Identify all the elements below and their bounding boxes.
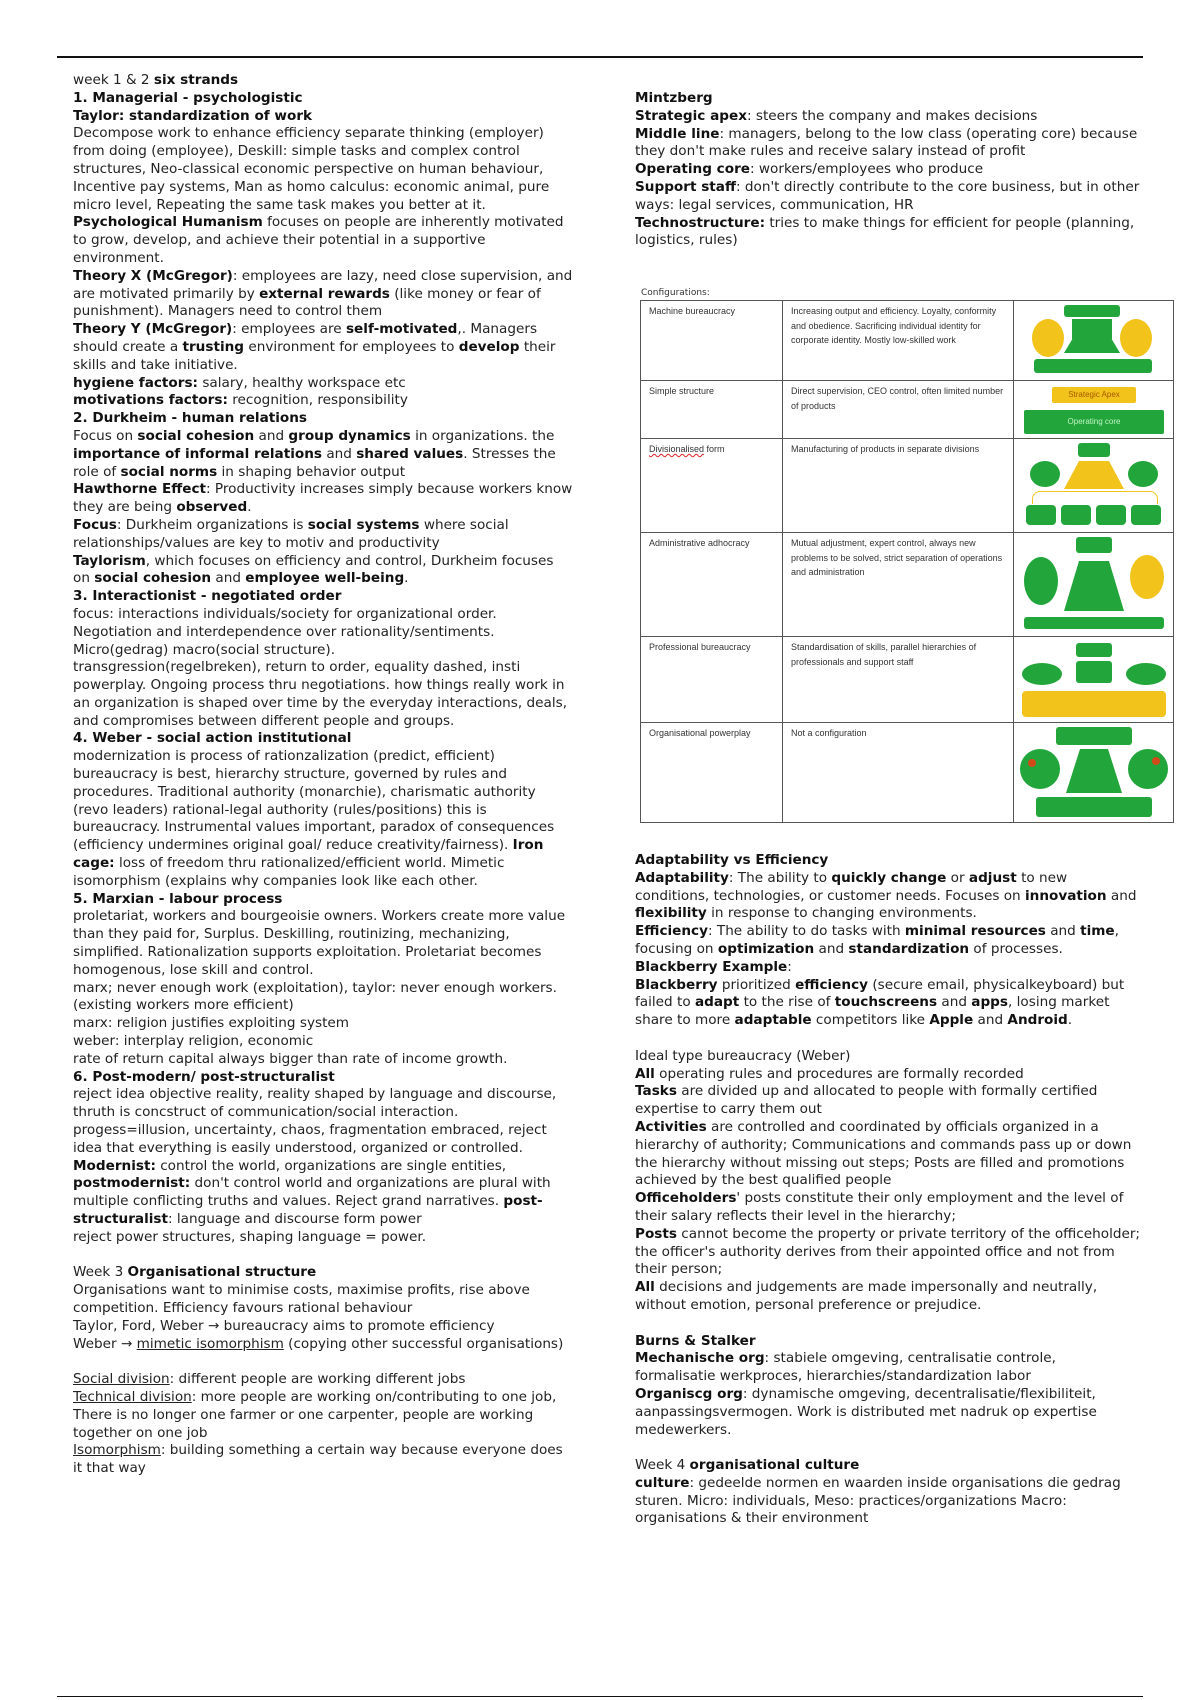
ideal-bureaucracy-2: Tasks are divided up and allocated to people with formally certified expertise to carry them out — [635, 1083, 1098, 1118]
operating-core: Operating core: workers/employees who produce — [635, 161, 984, 178]
marxian-text-5: rate of return capital always bigger than rate of income growth. — [73, 1050, 508, 1067]
right-column-top — [635, 90, 1140, 250]
blackberry-text: Blackberry prioritized efficiency (secure email, physicalkeyboard) but failed to adapt to the rise of touchscreens and apps, losing market share to more adaptable competitors like Apple and Android. — [635, 976, 1125, 1029]
postmodern-text-3: reject power structures, shaping language = power. — [73, 1228, 427, 1245]
week3-text-3: Weber → mimetic isomorphism (copying other successful organisations) — [73, 1335, 564, 1352]
efficiency-text: Efficiency: The ability to do tasks with minimal resources and time, focusing on optimization and standardization of processes. — [635, 923, 1119, 957]
marxian-text-2: marx; never enough work (exploitation), taylor: never enough workers. (existing workers more efficient) — [73, 979, 557, 1014]
adaptability-text: Adaptability: The ability to quickly change or adjust to new conditions, technologies, or customer needs. Focuses on innovation and flexibility in response to changing environments. — [635, 869, 1137, 922]
simple-structure-diagram — [1014, 381, 1174, 439]
table-row — [641, 301, 1174, 381]
professional-bureaucracy-diagram — [1014, 637, 1174, 723]
durkheim-text: Focus on social cohesion and group dynamics in organizations. the importance of informal relations and shared values. Stresses the role of social norms in shaping behavior output — [73, 427, 556, 480]
table-row — [641, 381, 1174, 439]
config-name: Machine bureaucracy — [641, 301, 783, 381]
technical-division: Technical division: more people are working on/contributing to one job, There is no longer one farmer or one carpenter, people are working together on one job — [73, 1388, 557, 1441]
organisational-powerplay-diagram — [1014, 723, 1174, 823]
strand1-heading: 1. Managerial - psychologistic — [73, 89, 303, 106]
config-name: Simple structure — [641, 381, 783, 439]
interactionist-text-2: transgression(regelbreken), return to order, equality dashed, insti powerplay. Ongoing process thru negotiations. how things really work in an organization is shaped over time by the everyday interactions, deals, and compromises between different people and groups. — [73, 659, 568, 729]
configurations-figure — [640, 288, 1173, 823]
durkheim-focus: Focus: Durkheim organizations is social systems where social relationships/values are key to motiv and productivity — [73, 516, 509, 551]
config-name: Professional bureaucracy — [641, 637, 783, 723]
ideal-bureaucracy-3: Activities are controlled and coordinated by officials organized in a hierarchy of authority; Communications and commands pass up or down the hierarchy without missing out steps; Posts are filled and promotions achieved by the best qualified people — [635, 1118, 1132, 1189]
right-column-bottom — [635, 852, 1140, 1528]
machine-bureaucracy-diagram — [1014, 301, 1174, 381]
social-division: Social division: different people are working different jobs — [73, 1371, 466, 1388]
theory-y: Theory Y (McGregor): employees are self-motivated,. Managers should create a trusting environment for employees to develop their skills and take initiative. — [73, 321, 556, 373]
strategic-apex-box: Strategic Apex — [1052, 387, 1136, 403]
strand6-heading: 6. Post-modern/ post-structuralist — [73, 1068, 335, 1085]
mechanische-org: Mechanische org: stabiele omgeving, centralisatie controle, formalisatie werkproces, hierarchies/standardization labor — [635, 1350, 1056, 1385]
culture-text: culture: gedeelde normen en waarden inside organisations die gedrag sturen. Micro: individuals, Meso: practices/organizations Macro: organisations & their environment — [635, 1474, 1121, 1527]
week12-heading: week 1 & 2 six strands — [73, 72, 239, 88]
strand3-heading: 3. Interactionist - negotiated order — [73, 588, 342, 605]
strand5-heading: 5. Marxian - labour process — [73, 890, 283, 907]
ideal-bureaucracy-1: All operating rules and procedures are formally recorded — [635, 1065, 1024, 1082]
psych-humanism: Psychological Humanism focuses on people are inherently motivated to grow, develop, and achieve their potential in a supportive environment. — [73, 214, 564, 266]
isomorphism: Isomorphism: building something a certain way because everyone does it that way — [73, 1442, 563, 1477]
strand2-heading: 2. Durkheim - human relations — [73, 410, 308, 427]
week3-text-1: Organisations want to minimise costs, maximise profits, rise above competition. Efficiency favours rational behaviour — [73, 1282, 530, 1316]
config-desc: Manufacturing of products in separate divisions — [783, 439, 1014, 533]
motivation-factors: motivations factors: recognition, responsibility — [73, 392, 408, 409]
week3-heading: Week 3 Organisational structure — [73, 1264, 317, 1281]
middle-line: Middle line: managers, belong to the low class (operating core) because they don't make rules and receive salary instead of profit — [635, 125, 1138, 160]
week3-text-2: Taylor, Ford, Weber → bureaucracy aims to promote efficiency — [73, 1317, 495, 1334]
technostructure: Technostructure: tries to make things for efficient for people (planning, logistics, rules) — [635, 214, 1135, 249]
config-name: Divisionalised form — [641, 439, 783, 533]
administrative-adhocracy-diagram — [1014, 533, 1174, 637]
mintzberg-heading: Mintzberg — [635, 90, 713, 106]
week4-heading: Week 4 organisational culture — [635, 1457, 860, 1474]
left-column — [73, 72, 573, 1478]
marxian-text-4: weber: interplay religion, economic — [73, 1033, 314, 1050]
hawthorne-effect: Hawthorne Effect: Productivity increases simply because workers know they are being observed. — [73, 481, 573, 516]
top-rule — [57, 56, 1143, 58]
configurations-title: Configurations: — [641, 288, 710, 298]
adaptability-heading: Adaptability vs Efficiency — [635, 852, 829, 868]
ideal-bureaucracy-4: Officeholders' posts constitute their only employment and the level of their salary reflects their level in the hierarchy; — [635, 1190, 1124, 1224]
burns-stalker-heading: Burns & Stalker — [635, 1332, 756, 1349]
operating-core-box: Operating core — [1024, 410, 1164, 434]
theory-x: Theory X (McGregor): employees are lazy, need close supervision, and are motivated primarily by external rewards (like money or fear of punishment). Managers need to control them — [73, 267, 573, 320]
config-name: Organisational powerplay — [641, 723, 783, 823]
organische-org: Organiscg org: dynamische omgeving, decentralisatie/flexibiliteit, aanpassingsvermogen. Work is distributed met nadruk op expertise medewerkers. — [635, 1385, 1097, 1438]
config-desc: Not a configuration — [783, 723, 1014, 823]
marxian-text-3: marx: religion justifies exploiting system — [73, 1015, 350, 1032]
table-row — [641, 723, 1174, 823]
table-row — [641, 637, 1174, 723]
config-name: Administrative adhocracy — [641, 533, 783, 637]
hygiene-factors: hygiene factors: salary, healthy workspace etc — [73, 374, 406, 391]
taylor-text: Decompose work to enhance efficiency separate thinking (employer) from doing (employee), Deskill: simple tasks and complex control structures, Neo-classical economic perspective on human behaviour, Incentive pay systems, Man as homo calculus: economic animal, pure micro level, Repeating the same task makes you better at it. — [73, 125, 550, 213]
config-desc: Mutual adjustment, expert control, always new problems to be solved, strict separation of operations and administration — [783, 533, 1014, 637]
config-desc: Increasing output and efficiency. Loyalty, conformity and obedience. Sacrificing individual identity for corporate identity. Mostly low-skilled work — [783, 301, 1014, 381]
divisionalised-form-diagram — [1014, 439, 1174, 533]
postmodern-text-2: progess=illusion, uncertainty, chaos, fragmentation embraced, reject idea that everything is easily understood, organized or controlled. Modernist: control the world, organizations are single entities, postmodernist: don't control world and organizations are plural with multiple conflicting truths and values. Reject grand narratives. post-structuralist: language and discourse form power — [73, 1122, 551, 1227]
support-staff: Support staff: don't directly contribute to the core business, but in other ways: legal services, communication, HR — [635, 178, 1140, 213]
configurations-table — [640, 300, 1174, 823]
bottom-rule — [57, 1696, 1143, 1697]
postmodern-text-1: reject idea objective reality, reality shaped by language and discourse, thruth is concstruct of communication/social interaction. — [73, 1086, 557, 1121]
weber-text: modernization is process of rationzalization (predict, efficient) bureaucracy is best, hierarchy structure, governed by rules and procedures. Traditional authority (monarchie), charismatic authority (revo leaders) rational-legal authority (rules/positions) this is bureaucracy. Instrumental values important, paradox of consequences (efficiency undermines original goal/ reduce creativity/fairness). Iron cage: loss of freedom thru rationalized/efficient world. Mimetic isomorphism (explains why companies look like each other. — [73, 748, 555, 889]
taylorism-line: Taylorism, which focuses on efficiency and control, Durkheim focuses on social cohesion and employee well-being. — [73, 552, 554, 587]
ideal-bureaucracy-6: All decisions and judgements are made impersonally and neutrally, without emotion, personal preference or prejudice. — [635, 1279, 1098, 1313]
strand4-heading: 4. Weber - social action institutional — [73, 730, 352, 747]
interactionist-text-1: focus: interactions individuals/society for organizational order. Negotiation and interdependence over rationality/sentiments. Micro(gedrag) macro(social structure). — [73, 605, 497, 658]
marxian-text-1: proletariat, workers and bourgeoisie owners. Workers create more value than they paid for, Surplus. Deskilling, routinizing, mechanizing, simplified. Rationalization supports exploitation. Proletariat becomes homogenous, lose skill and control. — [73, 908, 566, 978]
config-desc: Direct supervision, CEO control, often limited number of products — [783, 381, 1014, 439]
config-desc: Standardisation of skills, parallel hierarchies of professionals and support staff — [783, 637, 1014, 723]
taylor-line: Taylor: standardization of work — [73, 107, 313, 124]
strategic-apex: Strategic apex: steers the company and makes decisions — [635, 107, 1038, 124]
table-row — [641, 533, 1174, 637]
ideal-bureaucracy-5: Posts cannot become the property or private territory of the officeholder; the officer's authority derives from their appointed office and not from their person; — [635, 1225, 1141, 1278]
ideal-bureaucracy-heading: Ideal type bureaucracy (Weber) — [635, 1047, 851, 1064]
table-row — [641, 439, 1174, 533]
blackberry-heading: Blackberry Example: — [635, 958, 792, 975]
